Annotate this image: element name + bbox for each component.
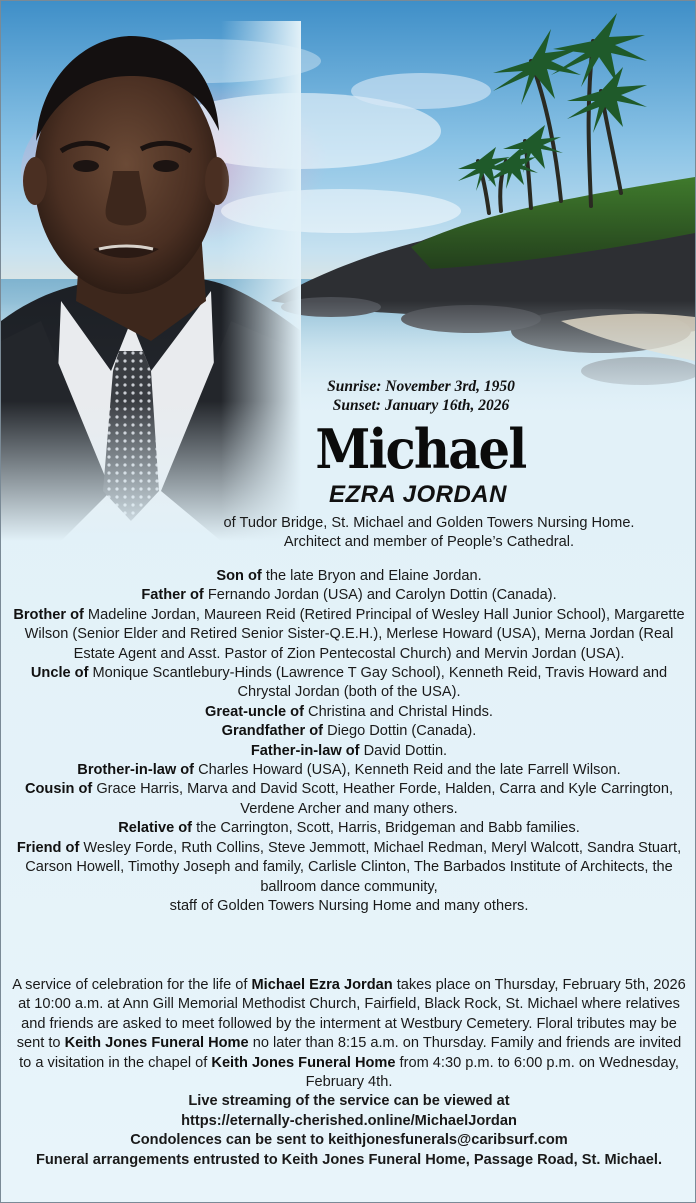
funeral-home-name: Keith Jones Funeral Home bbox=[64, 1035, 249, 1052]
relation-label: Grandfather of bbox=[221, 723, 324, 740]
residence-block bbox=[11, 514, 687, 553]
sunset-date: Sunset: January 16th, 2026 bbox=[332, 397, 510, 414]
arrangements-line: Funeral arrangements entrusted to Keith Jones Funeral Home, Passage Road, St. Michael. bbox=[35, 1151, 663, 1168]
relation-label: Friend of bbox=[16, 839, 80, 856]
relation-brother: Brother of Madeline Jordan, Maureen Reid (Retired Principal of Wesley Hall Junior School), Margarette Wilson (Senior Elder and Retired Senior Sister-Q.E.H.), Merlese Howard (USA), Merna Jordan (Real Estate Agent and Asst. Pastor of Zion Pentecostal Church) and Mervin Jordan (USA). bbox=[13, 606, 685, 662]
relation-label: Father of bbox=[141, 587, 204, 604]
livestream-line: Live streaming of the service can be viewed at bbox=[188, 1093, 510, 1110]
relation-brother-in-law: Brother-in-law of Charles Howard (USA), Kenneth Reid and the late Farrell Wilson. bbox=[77, 762, 621, 779]
relation-label: Cousin of bbox=[24, 781, 93, 798]
relation-father: Father of Fernando Jordan (USA) and Carolyn Dottin (Canada). bbox=[141, 587, 557, 604]
first-name-heading: Michael bbox=[315, 417, 526, 481]
residence-line-2: Architect and member of People’s Cathedral. bbox=[283, 534, 575, 551]
condolences-line: Condolences can be sent to keithjonesfunerals@caribsurf.com bbox=[130, 1132, 568, 1149]
relation-cousin: Cousin of Grace Harris, Marva and David Scott, Heather Forde, Halden, Carra and Kyle Carrington, Verdene Archer and many others. bbox=[24, 781, 674, 817]
relation-label: Father-in-law of bbox=[250, 742, 360, 759]
relation-label: Uncle of bbox=[30, 665, 89, 682]
service-details bbox=[11, 976, 687, 1170]
relation-great-uncle: Great-uncle of Christina and Christal Hinds. bbox=[205, 703, 493, 720]
relation-uncle: Uncle of Monique Scantlebury-Hinds (Lawrence T Gay School), Kenneth Reid, Travis Howard and Chrystal Jordan (both of the USA). bbox=[30, 665, 668, 701]
relation-grandfather: Grandfather of Diego Dottin (Canada). bbox=[221, 723, 477, 740]
relation-label: Brother of bbox=[13, 606, 84, 623]
funeral-home-name: Keith Jones Funeral Home bbox=[211, 1054, 396, 1071]
residence-line-1: of Tudor Bridge, St. Michael and Golden Towers Nursing Home. bbox=[223, 515, 635, 531]
livestream-url[interactable]: https://eternally-cherished.online/MichaelJordan bbox=[181, 1112, 517, 1129]
deceased-full-name: Michael Ezra Jordan bbox=[251, 977, 393, 993]
service-paragraph: A service of celebration for the life of Michael Ezra Jordan takes place on Thursday, February 5th, 2026 at 10:00 a.m. at Ann Gill Memorial Methodist Church, Fairfield, Black Rock, St. Michael where relatives and friends are asked to meet followed by the interment at Westbury Cemetery. Floral tributes may be sent to Keith Jones Funeral Home no later than 8:15 a.m. on Thursday. Family and friends are invited to a visitation in the chapel of Keith Jones Funeral Home from 4:30 p.m. to 6:00 p.m. on Wednesday, February 4th. bbox=[12, 977, 686, 1091]
relation-relative: Relative of the Carrington, Scott, Harris, Bridgeman and Babb families. bbox=[118, 820, 580, 837]
relation-label: Son of bbox=[216, 568, 262, 584]
relation-friend: Friend of Wesley Forde, Ruth Collins, Steve Jemmott, Michael Redman, Meryl Walcott, Sandra Stuart, Carson Howell, Timothy Joseph and family, Carlisle Clinton, The Barbados Institute of Architects, the ballroom dance community, bbox=[16, 839, 682, 895]
relation-label: Brother-in-law of bbox=[77, 762, 195, 779]
relation-label: Relative of bbox=[118, 820, 193, 837]
family-relations bbox=[11, 567, 687, 916]
full-name-subheading: EZRA JORDAN bbox=[329, 481, 507, 508]
relation-son: Son of the late Bryon and Elaine Jordan. bbox=[216, 568, 482, 584]
sunrise-date: Sunrise: November 3rd, 1950 bbox=[327, 378, 515, 395]
relation-friend-last-line: staff of Golden Towers Nursing Home and many others. bbox=[169, 897, 529, 914]
relation-label: Great-uncle of bbox=[205, 703, 304, 720]
relation-father-in-law: Father-in-law of David Dottin. bbox=[250, 742, 448, 759]
